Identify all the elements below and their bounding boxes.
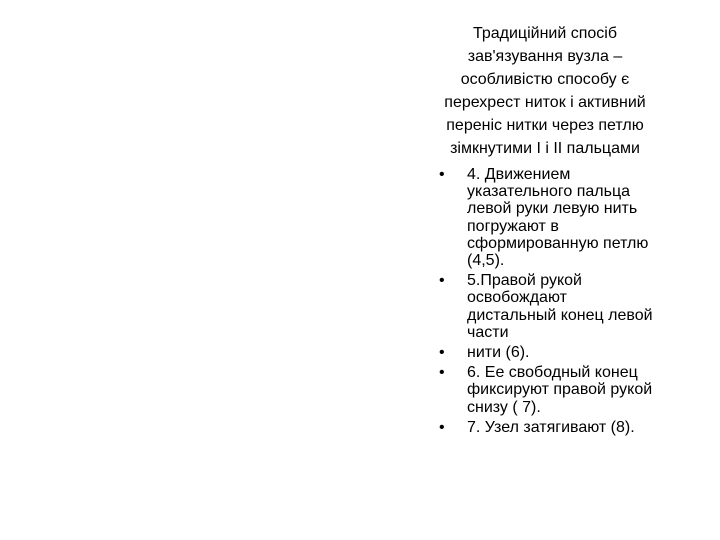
title-line: Традиційний спосіб	[472, 25, 618, 42]
bullet-item-step-5	[436, 272, 696, 341]
bullet-line: левой руки левую нить	[467, 200, 638, 218]
bullet-line: указательного пальца	[467, 183, 630, 201]
bullet-line: освобождают	[467, 289, 567, 307]
bullet-line: части	[467, 323, 509, 341]
bullet-line: 5.Правой рукой	[467, 272, 582, 290]
bullet-item-thread	[436, 344, 696, 361]
bullet-line: (4,5).	[467, 252, 505, 270]
bullet-line: нити (6).	[467, 344, 530, 362]
bullet-item-step-6	[436, 364, 696, 416]
bullet-line: снизу ( 7).	[467, 398, 541, 416]
bullet-marker: •	[439, 418, 445, 436]
bullet-line: погружают в	[467, 217, 559, 235]
bullet-line: фиксируют правой рукой	[467, 381, 653, 399]
bullet-marker: •	[439, 364, 445, 382]
bullet-line: 6. Ее свободный конец	[467, 364, 638, 382]
bullet-item-step-7	[436, 419, 696, 436]
bullet-line: 7. Узел затягивают (8).	[467, 418, 635, 436]
title-line: особливістю способу є	[460, 71, 630, 88]
title-line: перехрест ниток і активний	[444, 94, 646, 111]
slide-title	[420, 22, 670, 160]
bullet-item-step-4	[436, 166, 696, 269]
bullet-marker: •	[439, 344, 445, 362]
bullet-line: сформированную петлю	[467, 234, 649, 252]
bullet-list	[436, 166, 696, 439]
bullet-line: дистальный конец левой	[467, 306, 653, 324]
title-line: зав'язування вузла –	[467, 48, 623, 65]
title-line: зімкнутими I і II пальцами	[450, 140, 640, 157]
bullet-marker: •	[439, 272, 445, 290]
title-line: переніс нитки через петлю	[446, 117, 644, 134]
bullet-marker: •	[439, 166, 445, 183]
bullet-line: 4. Движением	[467, 166, 571, 183]
